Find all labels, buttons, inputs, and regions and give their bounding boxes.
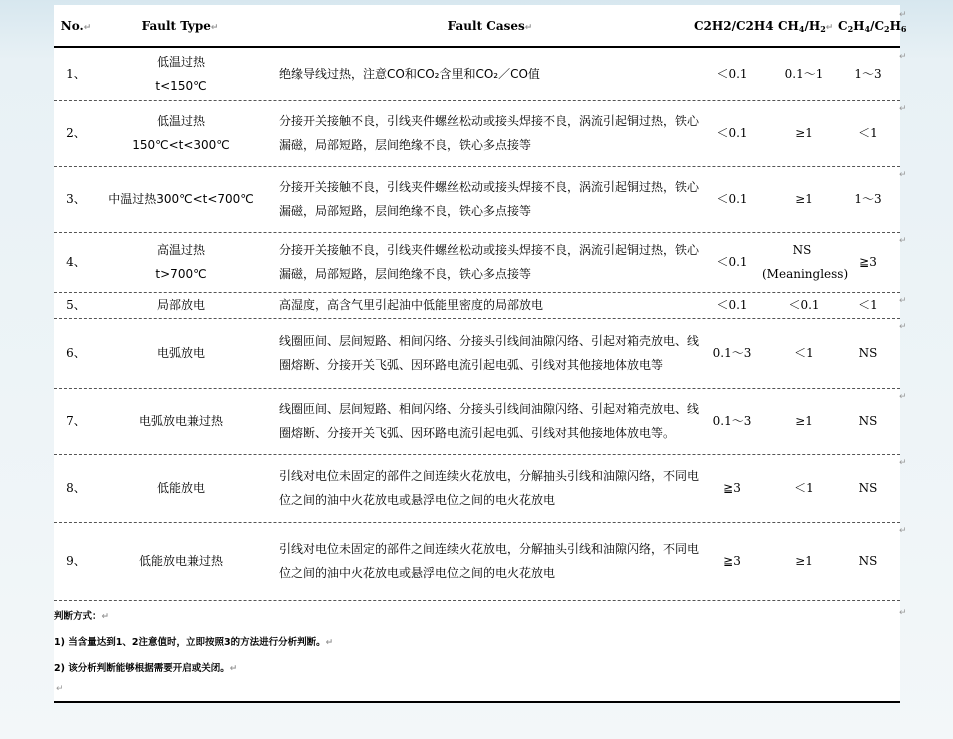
row-separator bbox=[54, 318, 900, 319]
return-mark-icon: ↵ bbox=[899, 52, 907, 62]
fault-type-line: 低能放电兼过热 bbox=[138, 554, 223, 568]
ratio-c2h4-c2h6: NS bbox=[858, 481, 878, 495]
fault-case-line: 漏磁，局部短路，层间绝缘不良，铁心多点接等 bbox=[279, 267, 532, 281]
ratio-ch4-h2: (Meaningless) bbox=[762, 267, 849, 281]
fault-type-line: t<150℃ bbox=[155, 79, 207, 93]
fault-case-line: 分接开关接触不良，引线夹件螺丝松动或接头焊接不良，涡流引起铜过热，铁心 bbox=[279, 243, 700, 257]
fault-case-line: 分接开关接触不良，引线夹件螺丝松动或接头焊接不良，涡流引起铜过热，铁心 bbox=[279, 180, 700, 194]
header-no: No.↵ bbox=[60, 19, 92, 33]
ratio-c2h2-c2h4: ＜0.1 bbox=[716, 298, 748, 312]
row-number: 3、 bbox=[66, 192, 86, 206]
header-c2h2-c2h4: C2H2/C2H4 bbox=[694, 19, 774, 33]
return-mark-icon: ↵ bbox=[899, 236, 907, 246]
fault-case-line: 圈熔断、分接开关飞弧、因环路电流引起电弧、引线对其他接地体放电等。 bbox=[279, 426, 676, 440]
row-separator bbox=[54, 100, 900, 101]
ratio-ch4-h2: ≥1 bbox=[795, 192, 813, 206]
ratio-c2h2-c2h4: 0.1～3 bbox=[712, 346, 752, 360]
row-number: 6、 bbox=[66, 346, 86, 360]
fault-type-line: 电弧放电 bbox=[156, 346, 205, 360]
fault-case-line: 引线对电位未固定的部件之间连续火花放电，分解抽头引线和油隙闪络，不同电 bbox=[279, 542, 700, 556]
fault-type-line: 低能放电 bbox=[156, 481, 205, 495]
fault-case-line: 漏磁，局部短路，层间绝缘不良，铁心多点接等 bbox=[279, 138, 532, 152]
fault-case-line: 位之间的油中火花放电或悬浮电位之间的电火花放电 bbox=[279, 566, 556, 580]
return-mark-icon: ↵ bbox=[899, 322, 907, 332]
ratio-ch4-h2: ＜1 bbox=[794, 481, 814, 495]
ratio-c2h4-c2h6: ≧3 bbox=[859, 255, 877, 269]
fault-type-line: 中温过热300℃<t<700℃ bbox=[108, 192, 254, 206]
fault-type-line: 电弧放电兼过热 bbox=[138, 414, 223, 428]
row-separator bbox=[54, 232, 900, 233]
ratio-c2h4-c2h6: NS bbox=[858, 414, 878, 428]
ratio-ch4-h2: ＜1 bbox=[794, 346, 814, 360]
fault-case-line: 线圈匝间、层间短路、相间闪络、分接头引线间油隙闪络、引起对箱壳放电、线 bbox=[279, 402, 700, 416]
ratio-c2h4-c2h6: 1～3 bbox=[854, 67, 882, 81]
return-mark-icon: ↵ bbox=[899, 526, 907, 536]
return-mark-icon: ↵ bbox=[899, 104, 907, 114]
fault-case-line: 线圈匝间、层间短路、相间闪络、分接头引线间油隙闪络、引起对箱壳放电、线 bbox=[279, 334, 700, 348]
header-fault-type: Fault Type↵ bbox=[141, 19, 219, 33]
footer-line-2: 2) 该分析判断能够根据需要开启或关闭。↵ bbox=[54, 663, 238, 674]
fault-type-line: 低温过热 bbox=[156, 55, 205, 69]
ratio-ch4-h2: ＜0.1 bbox=[788, 298, 820, 312]
ratio-ch4-h2: ≥1 bbox=[795, 414, 813, 428]
ratio-c2h2-c2h4: ＜0.1 bbox=[716, 255, 748, 269]
fault-case-line: 位之间的油中火花放电或悬浮电位之间的电火花放电 bbox=[279, 493, 556, 507]
paragraph-mark-icon: ↵ bbox=[56, 684, 64, 694]
header-fault-cases: Fault Cases↵ bbox=[447, 19, 533, 33]
fault-type-line: 高温过热 bbox=[156, 243, 205, 257]
ratio-c2h2-c2h4: ≧3 bbox=[723, 481, 741, 495]
return-mark-icon: ↵ bbox=[899, 458, 907, 468]
fault-case-line: 漏磁，局部短路，层间绝缘不良，铁心多点接等 bbox=[279, 204, 532, 218]
fault-case-line: 绝缘导线过热，注意CO和CO₂含里和CO₂／CO值 bbox=[279, 67, 540, 81]
row-number: 9、 bbox=[66, 554, 86, 568]
fault-type-line: 低温过热 bbox=[156, 114, 205, 128]
row-number: 8、 bbox=[66, 481, 86, 495]
fault-case-line: 高湿度，高含气里引起油中低能里密度的局部放电 bbox=[279, 298, 544, 312]
row-separator bbox=[54, 600, 900, 601]
header-ch4-h2: $CH_4/H_2↵$ bbox=[778, 19, 834, 34]
footer-line-1: 1) 当含量达到1、2注意值时，立即按照3的方法进行分析判断。↵ bbox=[54, 637, 334, 648]
fault-type-line: 150℃<t<300℃ bbox=[132, 138, 230, 152]
row-separator bbox=[54, 388, 900, 389]
ratio-c2h2-c2h4: ＜0.1 bbox=[716, 126, 748, 140]
ratio-ch4-h2: 0.1～1 bbox=[784, 67, 824, 81]
ratio-c2h4-c2h6: NS bbox=[858, 346, 878, 360]
row-number: 5、 bbox=[66, 298, 86, 312]
ratio-c2h4-c2h6: ＜1 bbox=[858, 126, 878, 140]
fault-case-line: 圈熔断、分接开关飞弧、因环路电流引起电弧、引线对其他接地体放电等 bbox=[279, 358, 664, 372]
row-number: 4、 bbox=[66, 255, 86, 269]
ratio-c2h2-c2h4: ≧3 bbox=[723, 554, 741, 568]
return-mark-icon: ↵ bbox=[899, 10, 907, 20]
return-mark-icon: ↵ bbox=[899, 296, 907, 306]
row-number: 7、 bbox=[66, 414, 86, 428]
ratio-c2h2-c2h4: ＜0.1 bbox=[716, 192, 748, 206]
row-separator bbox=[54, 522, 900, 523]
fault-type-line: t>700℃ bbox=[155, 267, 207, 281]
row-number: 2、 bbox=[66, 126, 86, 140]
fault-case-line: 引线对电位未固定的部件之间连续火花放电，分解抽头引线和油隙闪络，不同电 bbox=[279, 469, 700, 483]
fault-case-line: 分接开关接触不良，引线夹件螺丝松动或接头焊接不良，涡流引起铜过热，铁心 bbox=[279, 114, 700, 128]
footer-title: 判断方式：↵ bbox=[54, 611, 110, 622]
return-mark-icon: ↵ bbox=[899, 170, 907, 180]
ratio-c2h4-c2h6: ＜1 bbox=[858, 298, 878, 312]
header-c2h4-c2h6: $C_2H_4/C_2H_6$ bbox=[838, 19, 907, 34]
row-separator bbox=[54, 166, 900, 167]
ratio-c2h2-c2h4: ＜0.1 bbox=[716, 67, 748, 81]
row-separator bbox=[54, 454, 900, 455]
ratio-ch4-h2: NS bbox=[792, 243, 812, 257]
ratio-c2h4-c2h6: NS bbox=[858, 554, 878, 568]
ratio-ch4-h2: ≥1 bbox=[795, 126, 813, 140]
table-bottom-rule bbox=[54, 701, 900, 703]
table-top-rule bbox=[54, 46, 900, 48]
ratio-ch4-h2: ≥1 bbox=[795, 554, 813, 568]
return-mark-icon: ↵ bbox=[899, 392, 907, 402]
ratio-c2h4-c2h6: 1～3 bbox=[854, 192, 882, 206]
return-mark-icon: ↵ bbox=[899, 608, 907, 618]
fault-type-line: 局部放电 bbox=[156, 298, 205, 312]
ratio-c2h2-c2h4: 0.1～3 bbox=[712, 414, 752, 428]
row-number: 1、 bbox=[66, 67, 86, 81]
